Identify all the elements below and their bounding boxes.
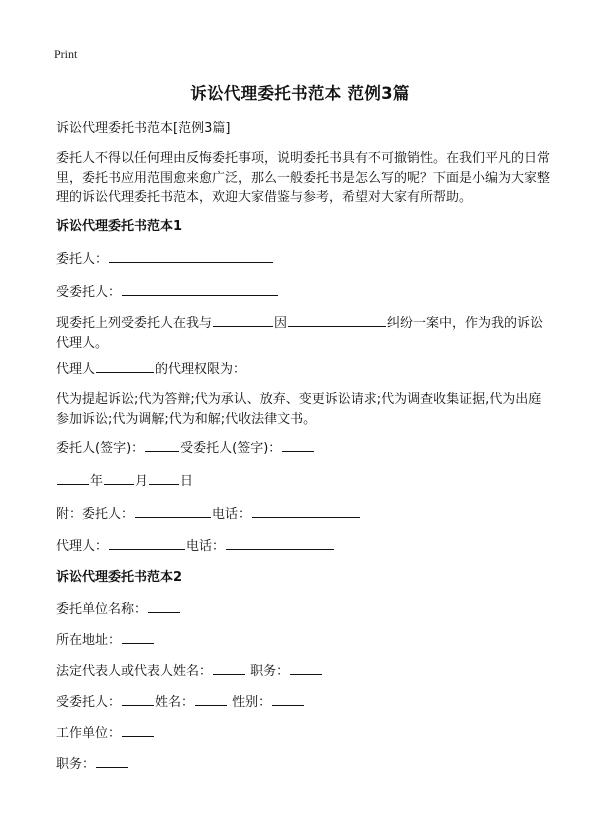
section1-heading: 诉讼代理委托书范本1 [56, 219, 183, 234]
section2-heading: 诉讼代理委托书范本2 [56, 570, 183, 585]
position2-label: 职务： [56, 757, 96, 772]
powers-paragraph: 代为提起诉讼;代为答辩;代为承认、放弃、变更诉讼请求;代为调查收集证据,代为出庭参加诉讼;代为调解;代为和解;代收法律文书。 [56, 392, 542, 427]
agent-contact-line [56, 536, 548, 556]
gender-label: 性别： [232, 695, 272, 710]
phone2-blank [226, 536, 334, 550]
work-unit-blank [122, 723, 154, 737]
unit-name-blank [148, 599, 180, 613]
agent-name-blank [96, 359, 154, 373]
date-line [56, 471, 548, 491]
client-label: 委托人： [56, 252, 109, 267]
agent2-line [56, 692, 548, 712]
phone2-label: 电话： [186, 539, 226, 554]
entrust-text-2: 因 [274, 316, 288, 331]
year-blank [57, 471, 89, 485]
page-title: 诉讼代理委托书范本 范例3篇 [190, 84, 410, 103]
legal-rep-label: 法定代表人或代表人姓名： [56, 664, 213, 679]
position2-blank [96, 754, 128, 768]
year-label: 年 [90, 474, 104, 489]
reason-blank [288, 313, 386, 327]
day-blank [149, 471, 179, 485]
client-line [56, 249, 548, 269]
position-label: 职务： [250, 664, 290, 679]
agent-contact-blank [109, 536, 185, 550]
unit-name-label: 委托单位名称： [56, 602, 148, 617]
party-blank [213, 313, 273, 327]
authority-line [56, 359, 548, 379]
position-blank [290, 661, 322, 675]
signature-line [56, 438, 548, 458]
address-label: 所在地址： [56, 633, 122, 648]
agent-sign-blank [282, 438, 314, 452]
month-blank [104, 471, 134, 485]
month-label: 月 [135, 474, 149, 489]
position2-line [56, 754, 548, 774]
legal-rep-line [56, 661, 548, 681]
print-link[interactable]: Print [54, 47, 78, 61]
entrust-text-3: 纠纷一案中，作为我的诉讼代理人。 [56, 316, 544, 351]
address-line [56, 630, 548, 650]
gender-blank [272, 692, 304, 706]
phone-label: 电话： [212, 507, 252, 522]
phone-blank [252, 504, 360, 518]
entrust-paragraph [56, 313, 552, 353]
attach-client-blank [135, 504, 211, 518]
attach-client-label: 附：委托人： [56, 507, 135, 522]
work-unit-line [56, 723, 548, 743]
name-blank [195, 692, 227, 706]
day-label: 日 [180, 474, 194, 489]
unit-name-line [56, 599, 548, 619]
legal-rep-blank [213, 661, 245, 675]
authority-text-2: 的代理权限为： [155, 362, 247, 377]
agent2-blank [122, 692, 154, 706]
attach-client-line [56, 504, 548, 524]
client-sign-blank [145, 438, 179, 452]
address-blank [122, 630, 154, 644]
agent-blank [122, 282, 278, 296]
entrust-text-1: 现委托上列受委托人在我与 [56, 316, 213, 331]
name-label: 姓名： [155, 695, 195, 710]
client-blank [109, 249, 273, 263]
work-unit-label: 工作单位： [56, 726, 122, 741]
intro-paragraph: 委托人不得以任何理由反悔委托事项，说明委托书具有不可撤销性。在我们平凡的日常里，委托书应用范围愈来愈广泛，那么一般委托书是怎么写的呢？下面是小编为大家整理的诉讼代理委托书范本，欢迎大家借鉴与参考，希望对大家有所帮助。 [56, 151, 551, 205]
client-sign-label: 委托人(签字)： [56, 441, 145, 456]
agent-label: 受委托人： [56, 285, 122, 300]
agent-contact-label: 代理人： [56, 539, 109, 554]
agent-sign-label: 受委托人(签字)： [180, 441, 282, 456]
subtitle: 诉讼代理委托书范本[范例3篇] [56, 121, 231, 136]
agent2-label: 受委托人： [56, 695, 122, 710]
agent-line [56, 282, 548, 302]
authority-text-1: 代理人 [56, 362, 96, 377]
